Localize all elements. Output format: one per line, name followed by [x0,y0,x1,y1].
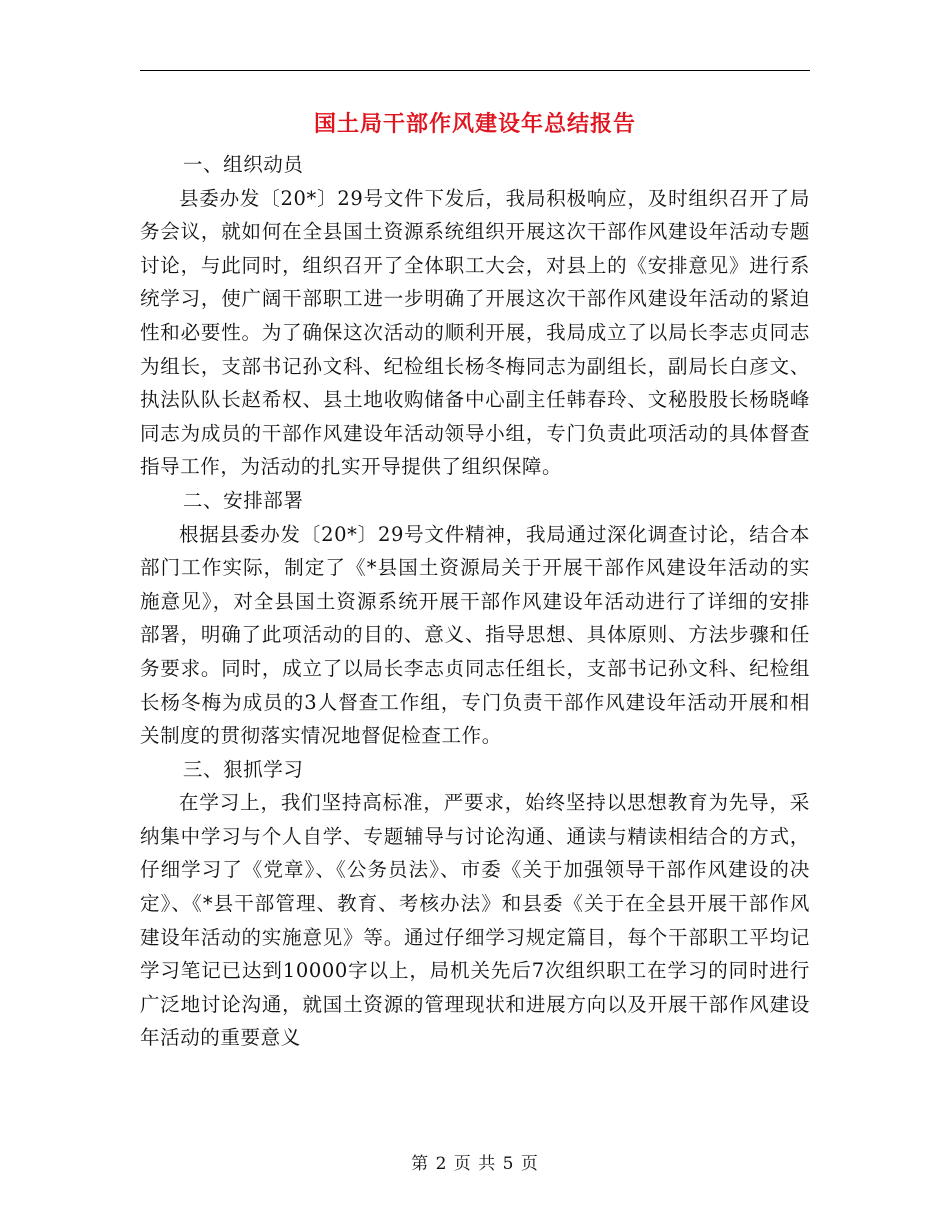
section-heading-2: 二、安排部署 [182,488,304,512]
section-paragraph-1: 县委办发〔20*〕29号文件下发后，我局积极响应，及时组织召开了局务会议，就如何在全县国土资源系统组织开展这次干部作风建设年活动专题讨论，与此同时，组织召开了全体职工大会，对县上的《安排意见》进行系统学习，使广阔干部职工进一步明确了开展这次干部作风建设年活动的紧迫性和必要性。为了确保这次活动的顺利开展，我局成立了以局长李志贞同志为组长，支部书记孙文科、纪检组长杨冬梅同志为副组长，副局长白彦文、执法队队长赵希权、县土地收购储备中心副主任韩春玲、文秘股股长杨晓峰同志为成员的干部作风建设年活动领导小组，专门负责此项活动的具体督查指导工作，为活动的扎实开导提供了组织保障。 [140,186,810,479]
section-paragraph-2: 根据县委办发〔20*〕29号文件精神，我局通过深化调查讨论，结合本部门工作实际，制定了《*县国土资源局关于开展干部作风建设年活动的实施意见》，对全县国土资源系统开展干部作风建设年活动进行了详细的安排部署，明确了此项活动的目的、意义、指导思想、具体原则、方法步骤和任务要求。同时，成立了以局长李志贞同志任组长，支部书记孙文科、纪检组长杨冬梅为成员的3人督查工作组，专门负责干部作风建设年活动开展和相关制度的贯彻落实情况地督促检查工作。 [140,522,810,748]
document-title: 国土局干部作风建设年总结报告 [313,111,636,137]
section-paragraph-3: 在学习上，我们坚持高标准，严要求，始终坚持以思想教育为先导，采纳集中学习与个人自学、专题辅导与讨论沟通、通读与精读相结合的方式，仔细学习了《党章》、《公务员法》、市委《关于加强领导干部作风建设的决定》、《*县干部管理、教育、考核办法》和县委《关于在全县开展干部作风建设年活动的实施意见》等。通过仔细学习规定篇目，每个干部职工平均记学习笔记已达到10000字以上，局机关先后7次组织职工在学习的同时进行广泛地讨论沟通，就国土资源的管理现状和进展方向以及开展干部作风建设年活动的重要意义 [140,791,810,1050]
header-rule [140,70,810,71]
page-number-footer: 第 2 页 共 5 页 [411,1154,539,1174]
section-heading-1: 一、组织动员 [182,153,304,176]
section-heading-3: 三、狠抓学习 [182,757,304,781]
document-body [140,148,810,1055]
